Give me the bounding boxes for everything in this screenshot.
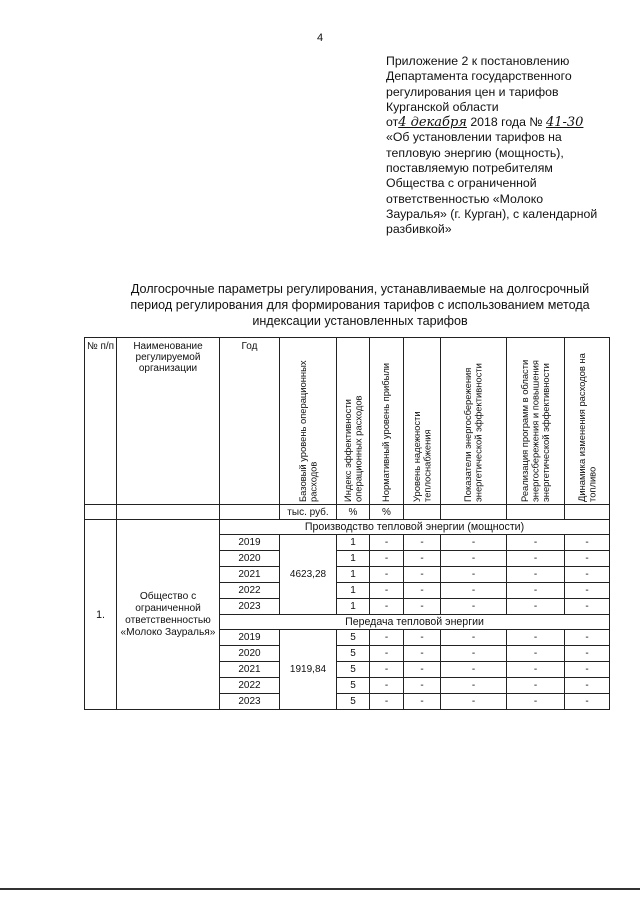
appendix-date-line <box>386 115 626 130</box>
profit-cell: - <box>370 630 404 646</box>
indicators-cell: - <box>441 567 507 583</box>
title-line: индексации установленных тарифов <box>252 314 468 328</box>
indicators-cell: - <box>441 551 507 567</box>
page-bottom-border <box>0 888 640 890</box>
header-num: № п/п <box>85 338 117 505</box>
indicators-cell: - <box>441 599 507 615</box>
year-cell: 2022 <box>220 583 280 599</box>
appendix-line: регулирования цен и тарифов <box>386 84 559 99</box>
profit-cell: - <box>370 535 404 551</box>
reliability-cell: - <box>404 630 441 646</box>
parameters-table <box>84 337 610 710</box>
units-empty <box>507 505 565 520</box>
units-cell-year <box>220 505 280 520</box>
year-cell: 2019 <box>220 535 280 551</box>
programs-cell: - <box>507 535 565 551</box>
document-title <box>80 281 640 329</box>
reliability-cell: - <box>404 694 441 710</box>
profit-cell: - <box>370 694 404 710</box>
units-empty <box>441 505 507 520</box>
index-cell: 1 <box>337 583 370 599</box>
header-programs: Реализация программ в области энергосбережения и повышения энергетической эффективности <box>507 338 565 505</box>
units-cell-org <box>117 505 220 520</box>
appendix-line: тепловую энергию (мощность), <box>386 145 564 160</box>
indicators-cell: - <box>441 583 507 599</box>
page-number: 4 <box>316 32 324 44</box>
fuel-cell: - <box>565 583 610 599</box>
appendix-line: поставляемую потребителям <box>386 161 553 176</box>
year-cell: 2023 <box>220 599 280 615</box>
programs-cell: - <box>507 646 565 662</box>
units-efficiency-index: % <box>337 505 370 520</box>
handwritten-date: 4 декабря <box>398 115 467 131</box>
indicators-cell: - <box>441 535 507 551</box>
units-base: тыс. руб. <box>280 505 337 520</box>
indicators-cell: - <box>441 678 507 694</box>
section-title: Производство тепловой энергии (мощности) <box>220 520 610 535</box>
year-cell: 2020 <box>220 551 280 567</box>
reliability-cell: - <box>404 599 441 615</box>
programs-cell: - <box>507 678 565 694</box>
index-cell: 1 <box>337 535 370 551</box>
handwritten-number: 41-30 <box>545 115 584 131</box>
header-row <box>85 338 610 505</box>
header-profit: Нормативный уровень прибыли <box>370 338 404 505</box>
year-cell: 2021 <box>220 567 280 583</box>
reliability-cell: - <box>404 678 441 694</box>
index-cell: 5 <box>337 678 370 694</box>
appendix-line: Департамента государственного <box>386 69 572 84</box>
units-profit: % <box>370 505 404 520</box>
year-cell: 2020 <box>220 646 280 662</box>
organization-name: Общество с ограниченной ответственностью «Молоко Зауралья» <box>117 520 220 710</box>
programs-cell: - <box>507 662 565 678</box>
index-cell: 5 <box>337 630 370 646</box>
profit-cell: - <box>370 567 404 583</box>
profit-cell: - <box>370 662 404 678</box>
units-empty <box>565 505 610 520</box>
fuel-cell: - <box>565 535 610 551</box>
title-line: Долгосрочные параметры регулирования, устанавливаемые на долгосрочный <box>130 282 590 296</box>
fuel-cell: - <box>565 630 610 646</box>
index-cell: 1 <box>337 599 370 615</box>
index-cell: 1 <box>337 567 370 583</box>
row-number: 1. <box>85 520 117 710</box>
year-cell: 2021 <box>220 662 280 678</box>
profit-cell: - <box>370 551 404 567</box>
profit-cell: - <box>370 599 404 615</box>
profit-cell: - <box>370 583 404 599</box>
appendix-line: разбивкой» <box>386 222 452 237</box>
reliability-cell: - <box>404 583 441 599</box>
index-cell: 5 <box>337 646 370 662</box>
programs-cell: - <box>507 567 565 583</box>
header-year: Год <box>220 338 280 505</box>
header-energy-indicators: Показатели энергосбережения энергетической эффективности <box>441 338 507 505</box>
fuel-cell: - <box>565 678 610 694</box>
appendix-line: «Об установлении тарифов на <box>386 130 562 145</box>
fuel-cell: - <box>565 662 610 678</box>
section-title: Передача тепловой энергии <box>220 615 610 630</box>
programs-cell: - <box>507 583 565 599</box>
date-year: 2018 года № <box>470 115 543 130</box>
index-cell: 5 <box>337 662 370 678</box>
units-row <box>85 505 610 520</box>
header-fuel: Динамика изменения расходов на топливо <box>565 338 610 505</box>
index-cell: 1 <box>337 551 370 567</box>
programs-cell: - <box>507 599 565 615</box>
appendix-line: Приложение 2 к постановлению <box>386 54 570 68</box>
reliability-cell: - <box>404 646 441 662</box>
appendix-block <box>386 54 626 238</box>
header-base: Базовый уровень операционных расходов <box>280 338 337 505</box>
fuel-cell: - <box>565 694 610 710</box>
date-prefix: от <box>386 115 399 130</box>
fuel-cell: - <box>565 551 610 567</box>
header-org: Наименование регулируемой организации <box>117 338 220 505</box>
appendix-line: Общества с ограниченной <box>386 176 537 191</box>
index-cell: 5 <box>337 694 370 710</box>
header-efficiency-index: Индекс эффективности операционных расходов <box>337 338 370 505</box>
year-cell: 2019 <box>220 630 280 646</box>
fuel-cell: - <box>565 599 610 615</box>
reliability-cell: - <box>404 567 441 583</box>
units-cell-num <box>85 505 117 520</box>
appendix-line: Зауралья» (г. Курган), с календарной <box>386 206 598 221</box>
indicators-cell: - <box>441 646 507 662</box>
programs-cell: - <box>507 551 565 567</box>
year-cell: 2022 <box>220 678 280 694</box>
section-row <box>85 520 610 535</box>
programs-cell: - <box>507 630 565 646</box>
profit-cell: - <box>370 646 404 662</box>
fuel-cell: - <box>565 567 610 583</box>
indicators-cell: - <box>441 662 507 678</box>
indicators-cell: - <box>441 694 507 710</box>
reliability-cell: - <box>404 551 441 567</box>
title-line: период регулирования для формирования тарифов с использованием метода <box>130 298 590 312</box>
indicators-cell: - <box>441 630 507 646</box>
year-cell: 2023 <box>220 694 280 710</box>
base-value-cell: 4623,28 <box>280 535 337 615</box>
reliability-cell: - <box>404 662 441 678</box>
fuel-cell: - <box>565 646 610 662</box>
appendix-line: ответственностью «Молоко <box>386 191 544 206</box>
programs-cell: - <box>507 694 565 710</box>
reliability-cell: - <box>404 535 441 551</box>
base-value-cell: 1919,84 <box>280 630 337 710</box>
units-empty <box>404 505 441 520</box>
profit-cell: - <box>370 678 404 694</box>
header-reliability: Уровень надежности теплоснабжения <box>404 338 441 505</box>
appendix-line: Курганской области <box>386 99 499 114</box>
